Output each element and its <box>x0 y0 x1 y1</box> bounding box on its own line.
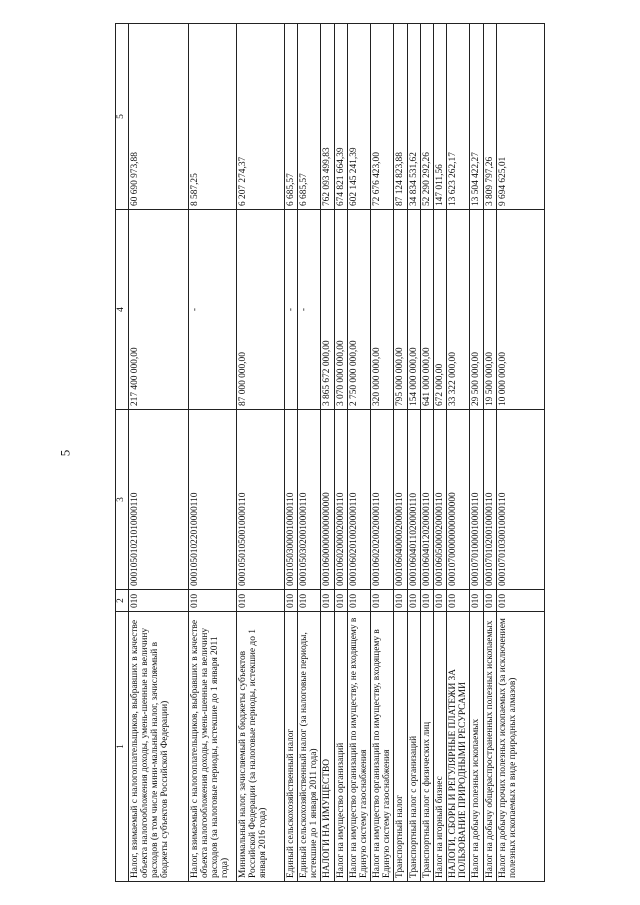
revenue-table <box>115 23 545 882</box>
row-budget-code: 00010604000020000110 <box>394 410 407 590</box>
row-budget-code: 00010602020020000110 <box>371 410 394 590</box>
header-cell-4: 4 <box>116 210 129 410</box>
row-name: Налог, взимаемый с налогоплательщиков, выбравших в качестве объекта налогообложения доходы, умень-шенные на величину расходов (за налоговые периоды, истекшие до 1 января 2011 года) <box>189 612 237 882</box>
table-row <box>129 24 189 882</box>
row-plan-value: 672 000,00 <box>433 210 446 410</box>
table-row <box>285 24 298 882</box>
row-plan-value: 19 500 000,00 <box>483 210 496 410</box>
table-row <box>420 24 433 882</box>
row-plan-value: 3 070 000 000,00 <box>334 210 347 410</box>
row-name: Налог на игорный бизнес <box>433 612 446 882</box>
row-name: Транспортный налог с физических лиц <box>420 612 433 882</box>
row-budget-code: 00010501050010000110 <box>237 410 285 590</box>
table-row <box>371 24 394 882</box>
row-budget-code: 00010700000000000000 <box>447 410 470 590</box>
table-row <box>470 24 483 882</box>
row-budget-code: 00010604012020000110 <box>420 410 433 590</box>
row-line-code: 010 <box>285 590 298 612</box>
row-plan-value: - <box>189 210 237 410</box>
row-line-code: 010 <box>129 590 189 612</box>
table-row <box>237 24 285 882</box>
row-line-code: 010 <box>496 590 544 612</box>
table-row <box>347 24 370 882</box>
row-name: Единый сельскохозяйственный налог <box>285 612 298 882</box>
row-plan-value: 33 322 000,00 <box>447 210 470 410</box>
row-budget-code: 00010503000010000110 <box>285 410 298 590</box>
row-plan-value: - <box>285 210 298 410</box>
header-cell-3: 3 <box>116 410 129 590</box>
row-name: НАЛОГИ НА ИМУЩЕСТВО <box>321 612 334 882</box>
row-fact-value: 6 685,57 <box>298 24 321 210</box>
row-plan-value: 641 000 000,00 <box>420 210 433 410</box>
row-budget-code: 00010501021010000110 <box>129 410 189 590</box>
row-fact-value: 34 834 531,62 <box>407 24 420 210</box>
row-budget-code: 00010701020010000110 <box>483 410 496 590</box>
row-line-code: 010 <box>470 590 483 612</box>
table-row <box>483 24 496 882</box>
table-row <box>496 24 544 882</box>
table-row <box>407 24 420 882</box>
row-budget-code: 00010602000020000110 <box>334 410 347 590</box>
row-line-code: 010 <box>420 590 433 612</box>
row-budget-code: 00010701030010000110 <box>496 410 544 590</box>
table-row <box>447 24 470 882</box>
table-row <box>394 24 407 882</box>
row-plan-value: 217 400 000,00 <box>129 210 189 410</box>
row-budget-code: 00010602010020000110 <box>347 410 370 590</box>
row-line-code: 010 <box>298 590 321 612</box>
row-fact-value: 8 587,25 <box>189 24 237 210</box>
row-fact-value: 3 809 797,26 <box>483 24 496 210</box>
row-name: Минимальный налог, зачисляемый в бюджеты субъектов Российской Федерации (за налоговые периоды, истекшие до 1 января 2016 года) <box>237 612 285 882</box>
row-line-code: 010 <box>334 590 347 612</box>
row-budget-code: 00010503020010000110 <box>298 410 321 590</box>
row-line-code: 010 <box>189 590 237 612</box>
row-line-code: 010 <box>347 590 370 612</box>
row-name: Транспортный налог <box>394 612 407 882</box>
row-line-code: 010 <box>407 590 420 612</box>
row-name: Налог на имущество организаций <box>334 612 347 882</box>
table-row <box>334 24 347 882</box>
row-fact-value: 52 290 292,26 <box>420 24 433 210</box>
row-fact-value: 72 676 423,00 <box>371 24 394 210</box>
rotated-table-container <box>115 24 535 882</box>
row-plan-value: 87 000 000,00 <box>237 210 285 410</box>
table-row <box>189 24 237 882</box>
row-plan-value: 3 865 672 000,00 <box>321 210 334 410</box>
header-row <box>116 24 129 882</box>
row-budget-code: 00010605000020000110 <box>433 410 446 590</box>
header-cell-5: 5 <box>116 24 129 210</box>
row-line-code: 010 <box>483 590 496 612</box>
row-fact-value: 762 093 499,83 <box>321 24 334 210</box>
row-name: Налог на добычу прочих полезных ископаемых (за исключением полезных ископаемых в виде природных алмазов) <box>496 612 544 882</box>
row-line-code: 010 <box>433 590 446 612</box>
row-fact-value: 6 685,57 <box>285 24 298 210</box>
row-name: Единый сельскохозяйственный налог (за налоговые периоды, истекшие до 1 января 2011 года) <box>298 612 321 882</box>
table-row <box>298 24 321 882</box>
row-plan-value: 154 000 000,00 <box>407 210 420 410</box>
row-name: НАЛОГИ, СБОРЫ И РЕГУЛЯРНЫЕ ПЛАТЕЖИ ЗА ПОЛЬЗОВАНИЕ ПРИРОДНЫМИ РЕСУРСАМИ <box>447 612 470 882</box>
row-budget-code: 00010600000000000000 <box>321 410 334 590</box>
row-line-code: 010 <box>237 590 285 612</box>
row-plan-value: - <box>298 210 321 410</box>
row-fact-value: 87 124 823,88 <box>394 24 407 210</box>
row-fact-value: 60 690 973,88 <box>129 24 189 210</box>
row-fact-value: 13 623 262,17 <box>447 24 470 210</box>
row-name: Налог на добычу общераспространенных полезных ископаемых <box>483 612 496 882</box>
row-line-code: 010 <box>321 590 334 612</box>
header-cell-2: 2 <box>116 590 129 612</box>
row-budget-code: 00010701000010000110 <box>470 410 483 590</box>
row-line-code: 010 <box>371 590 394 612</box>
row-plan-value: 10 000 000,00 <box>496 210 544 410</box>
header-cell-1: 1 <box>116 612 129 882</box>
row-line-code: 010 <box>447 590 470 612</box>
row-fact-value: 9 694 625,01 <box>496 24 544 210</box>
row-name: Транспортный налог с организаций <box>407 612 420 882</box>
row-plan-value: 29 500 000,00 <box>470 210 483 410</box>
row-fact-value: 6 207 274,37 <box>237 24 285 210</box>
row-name: Налог на добычу полезных ископаемых <box>470 612 483 882</box>
row-fact-value: 147 011,56 <box>433 24 446 210</box>
table-row <box>433 24 446 882</box>
row-fact-value: 674 821 664,39 <box>334 24 347 210</box>
row-plan-value: 795 000 000,00 <box>394 210 407 410</box>
row-budget-code: 00010501022010000110 <box>189 410 237 590</box>
row-fact-value: 602 145 241,39 <box>347 24 370 210</box>
row-plan-value: 2 750 000 000,00 <box>347 210 370 410</box>
row-name: Налог на имущество организаций по имуществу, не входящему в Единую систему газоснабжения <box>347 612 370 882</box>
row-line-code: 010 <box>394 590 407 612</box>
row-plan-value: 320 000 000,00 <box>371 210 394 410</box>
page-number: 5 <box>57 449 73 457</box>
row-name: Налог, взимаемый с налогоплательщиков, выбравших в качестве объекта налогообложения доходы, умень-шенные на величину расходов (в том числе мини-мальный налог, зачисляемый в бюджеты субъектов Российской Федерации) <box>129 612 189 882</box>
row-name: Налог на имущество организаций по имуществу, входящему в Единую систему газоснабжения <box>371 612 394 882</box>
row-fact-value: 13 504 422,27 <box>470 24 483 210</box>
row-budget-code: 00010604011020000110 <box>407 410 420 590</box>
table-row <box>321 24 334 882</box>
